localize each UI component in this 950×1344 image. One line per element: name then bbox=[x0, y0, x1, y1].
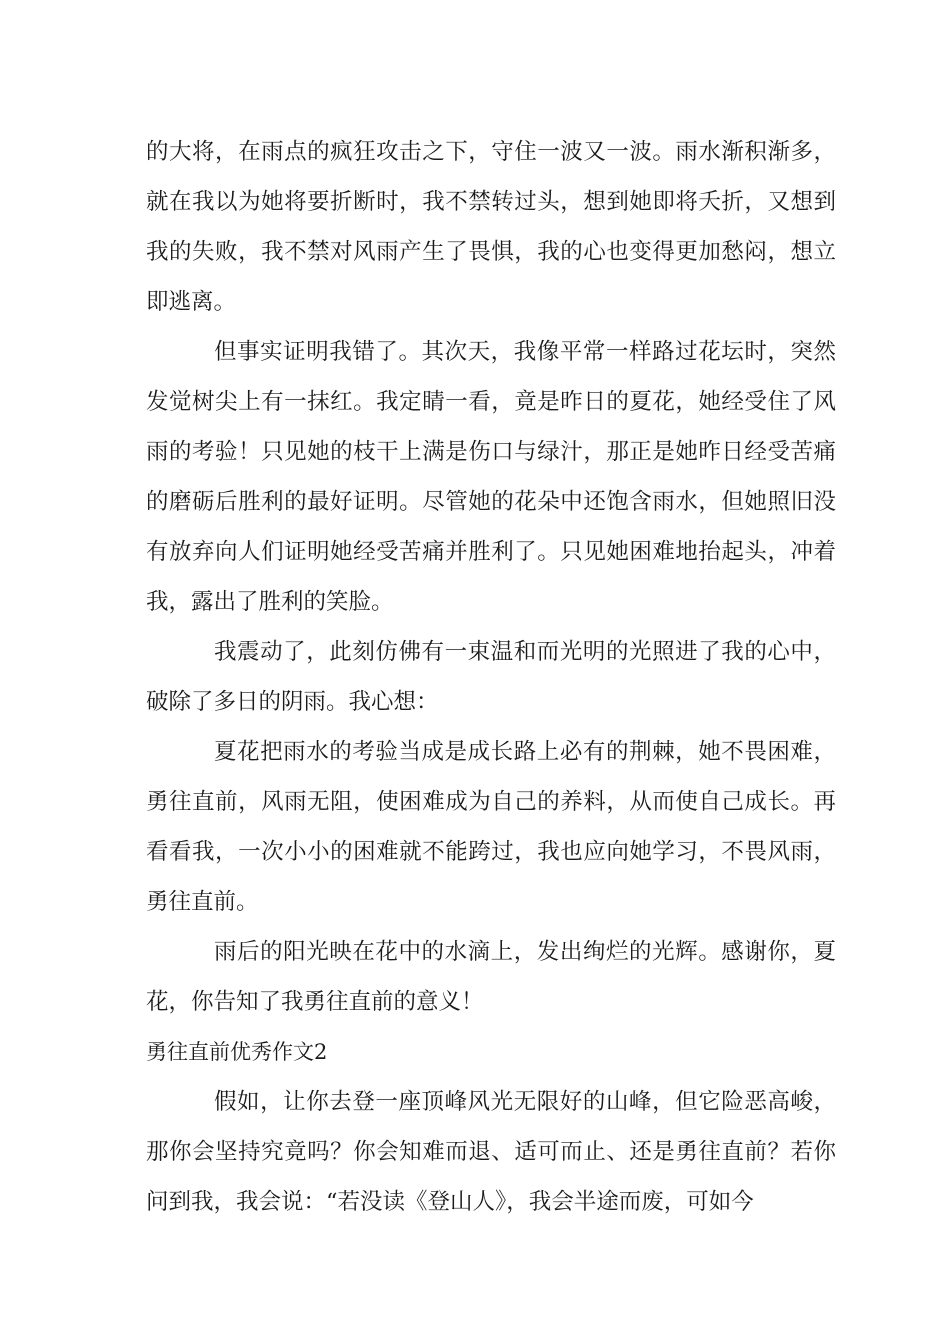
paragraph-essay2-intro: 假如，让你去登一座顶峰风光无限好的山峰，但它险恶高峻，那你会坚持究竟吗？你会知难而退、适可而止、还是勇往直前？若你问到我，我会说：“若没读《登山人》，我会半途而废，可如今 bbox=[146, 1089, 836, 1215]
paragraph-next-day: 但事实证明我错了。其次天，我像平常一样路过花坛时，突然发觉树尖上有一抹红。我定睛一看，竟是昨日的夏花，她经受住了风雨的考验！只见她的枝干上满是伤口与绿汁，那正是她昨日经受苦痛的磨砺后胜利的最好证明。尽管她的花朵中还饱含雨水，但她照旧没有放弃向人们证明她经受苦痛并胜利了。只见她困难地抬起头，冲着我，露出了胜利的笑脸。 bbox=[146, 339, 836, 615]
essay-body bbox=[146, 127, 836, 1227]
paragraph-reflection: 夏花把雨水的考验当成是成长路上必有的荆棘，她不畏困难，勇往直前，风雨无阻，使困难成为自己的养料，从而使自己成长。再看看我，一次小小的困难就不能跨过，我也应向她学习，不畏风雨，勇往直前。 bbox=[146, 739, 836, 915]
paragraph-continuation: 的大将，在雨点的疯狂攻击之下，守住一波又一波。雨水渐积渐多，就在我以为她将要折断时，我不禁转过头，想到她即将夭折，又想到我的失败，我不禁对风雨产生了畏惧，我的心也变得更加愁闷，想立即逃离。 bbox=[146, 139, 836, 315]
paragraph-shocked: 我震动了，此刻仿佛有一束温和而光明的光照进了我的心中，破除了多日的阴雨。我心想： bbox=[146, 639, 836, 715]
section-heading: 勇往直前优秀作文2 bbox=[146, 1040, 328, 1064]
paragraph-conclusion: 雨后的阳光映在花中的水滴上，发出绚烂的光辉。感谢你，夏花，你告知了我勇往直前的意义！ bbox=[146, 939, 836, 1015]
